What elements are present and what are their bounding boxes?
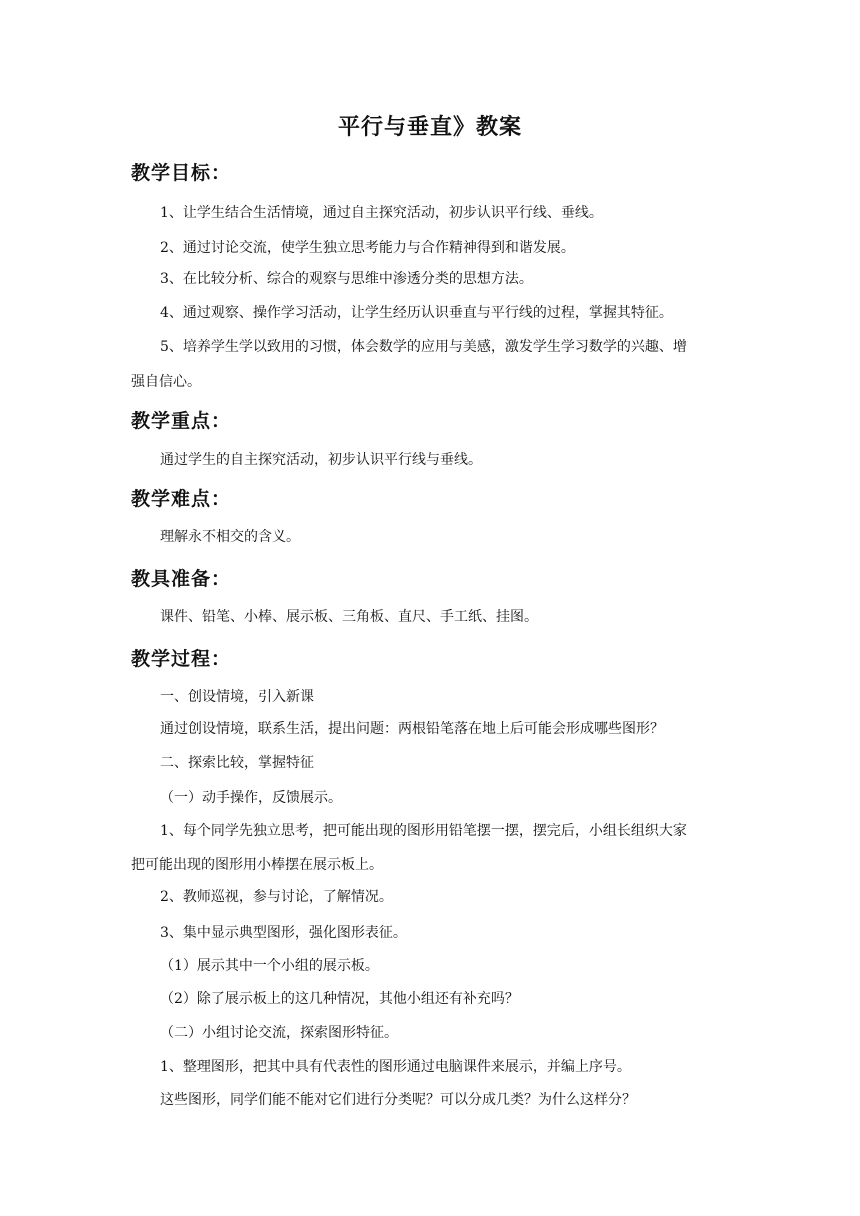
paragraph: 1、整理图形，把其中具有代表性的图形通过电脑课件来展示，并编上序号。 (160, 1059, 631, 1075)
section-heading-materials: 教具准备： (131, 568, 232, 590)
paragraph: （1）展示其中一个小组的展示板。 (160, 958, 379, 974)
paragraph: 2、通过讨论交流，使学生独立思考能力与合作精神得到和谐发展。 (160, 240, 575, 256)
paragraph: 一、创设情境，引入新课 (160, 689, 314, 705)
document-title: 平行与垂直》教案 (337, 114, 522, 140)
section-heading-difficulties: 教学难点： (131, 488, 232, 510)
paragraph: 通过学生的自主探究活动，初步认识平行线与垂线。 (160, 452, 482, 468)
section-heading-key-points: 教学重点： (131, 410, 232, 432)
paragraph: 这些图形，同学们能不能对它们进行分类呢？可以分成几类？为什么这样分？ (160, 1092, 636, 1108)
section-heading-objectives: 教学目标： (131, 162, 232, 184)
paragraph: 2、教师巡视，参与讨论，了解情况。 (160, 889, 393, 905)
paragraph: 理解永不相交的含义。 (160, 529, 300, 545)
paragraph: 通过创设情境，联系生活，提出问题：两根铅笔落在地上后可能会形成哪些图形？ (160, 721, 664, 737)
paragraph: （二）小组讨论交流，探索图形特征。 (160, 1025, 398, 1041)
paragraph: 课件、铅笔、小棒、展示板、三角板、直尺、手工纸、挂图。 (160, 609, 538, 625)
paragraph: （2）除了展示板上的这几种情况，其他小组还有补充吗？ (160, 991, 519, 1007)
paragraph: （一）动手操作，反馈展示。 (160, 790, 342, 806)
paragraph: 4、通过观察、操作学习活动，让学生经历认识垂直与平行线的过程，掌握其特征。 (160, 305, 673, 321)
paragraph: 1、让学生结合生活情境，通过自主探究活动，初步认识平行线、垂线。 (160, 205, 603, 221)
paragraph: 5、培养学生学以致用的习惯，体会数学的应用与美感，激发学生学习数学的兴趣、增 强自信心。 (131, 339, 687, 390)
paragraph: 3、在比较分析、综合的观察与思维中渗透分类的思想方法。 (160, 271, 533, 287)
paragraph: 二、探索比较，掌握特征 (160, 755, 314, 771)
paragraph: 1、每个同学先独立思考，把可能出现的图形用铅笔摆一摆，摆完后，小组长组织大家 把可能出现的图形用小棒摆在展示板上。 (131, 823, 687, 873)
section-heading-process: 教学过程： (131, 648, 232, 670)
paragraph: 3、集中显示典型图形，强化图形表征。 (160, 925, 407, 941)
